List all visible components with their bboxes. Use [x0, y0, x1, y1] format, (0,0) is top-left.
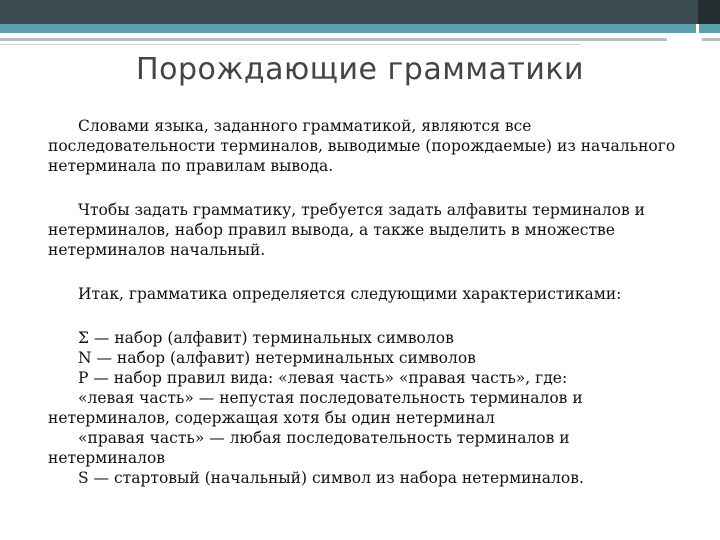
- divider-rule: [0, 38, 667, 41]
- header-bar: [0, 0, 720, 24]
- list-item-s: S — стартовый (начальный) символ из набора нетерминалов.: [78, 469, 584, 487]
- accent-stripe: [0, 24, 720, 33]
- list-item-right-part: «правая часть» — любая последовательность терминалов и нетерминалов: [48, 429, 570, 467]
- list-item-n: N — набор (алфавит) нетерминальных символов: [78, 349, 476, 367]
- paragraph-definition: Словами языка, заданного грамматикой, являются все последовательности терминалов, выводимые (порождаемые) из начального нетерминала по правилам вывода.: [48, 117, 676, 175]
- accent-stripe-gap: [696, 24, 699, 33]
- header-bar-corner: [698, 0, 720, 24]
- slide-body: [48, 116, 676, 488]
- list-item-left-part: «левая часть» — непустая последовательность терминалов и нетерминалов, содержащая хотя бы один нетерминал: [48, 389, 583, 427]
- list-item-sigma: Σ — набор (алфавит) терминальных символов: [78, 329, 454, 347]
- slide-title: Порождающие грамматики: [136, 52, 584, 87]
- divider-thin-rule: [0, 44, 580, 45]
- paragraph-characteristics-intro: Итак, грамматика определяется следующими характеристиками:: [78, 285, 622, 303]
- divider-rule-right: [702, 38, 720, 41]
- paragraph-how-to-define: Чтобы задать грамматику, требуется задать алфавиты терминалов и нетерминалов, набор правил вывода, а также выделить в множестве нетерминалов начальный.: [48, 201, 645, 259]
- list-item-p: P — набор правил вида: «левая часть» «правая часть», где:: [78, 369, 568, 387]
